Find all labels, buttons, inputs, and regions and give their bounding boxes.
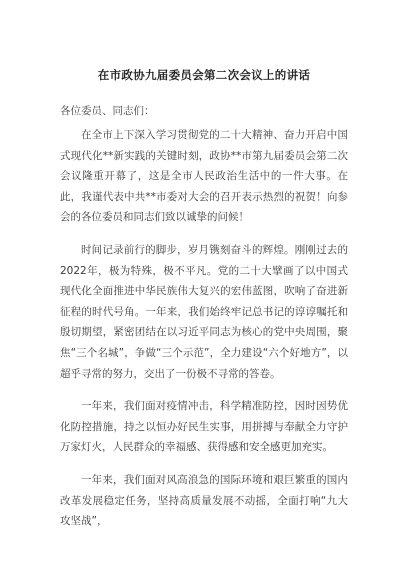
paragraph: 一年来，我们面对疫情冲击，科学精准防控，因时因势优化防控措施，持之以恒办好民生实事，用拼搏与奉献全力守护万家灯火，人民群众的幸福感、获得感和安全感更加充实。: [60, 400, 348, 454]
paragraph: 在全市上下深入学习贯彻党的二十大精神、奋力开启中国式现代化**新实践的关键时刻，政协**市第九届委员会第二次会议隆重开幕了，这是全市人民政治生活中的一件大事。在此，我谨代表中共**市委对大会的召开表示热烈的祝贺！向参会的各位委员和同志们致以诚挚的问候！: [60, 129, 348, 224]
paragraph: 时间记录前行的脚步，岁月镌刻奋斗的辉煌。刚刚过去的2022年，极为特殊，极不平凡。党的二十大擘画了以中国式现代化全面推进中华民族伟大复兴的宏伟蓝图，吹响了奋进新征程的时代号角。一年来，我们始终牢记总书记的谆谆嘱托和殷切期望，紧密团结在以习近平同志为核心的党中央周围，聚焦“三个名城”，争做“三个示范”，全力建设“六个好地方”，以超乎寻常的努力，交出了一份极不寻常的答卷。: [60, 243, 348, 380]
salutation: 各位委员、同志们：: [60, 105, 155, 117]
paragraph: 一年来，我们面对风高浪急的国际环境和艰巨繁重的国内改革发展稳定任务，坚持高质量发展不动摇，全面打响“九大攻坚战”，: [60, 473, 348, 528]
document-title: 在市政协九届委员会第二次会议上的讲话: [97, 68, 311, 82]
